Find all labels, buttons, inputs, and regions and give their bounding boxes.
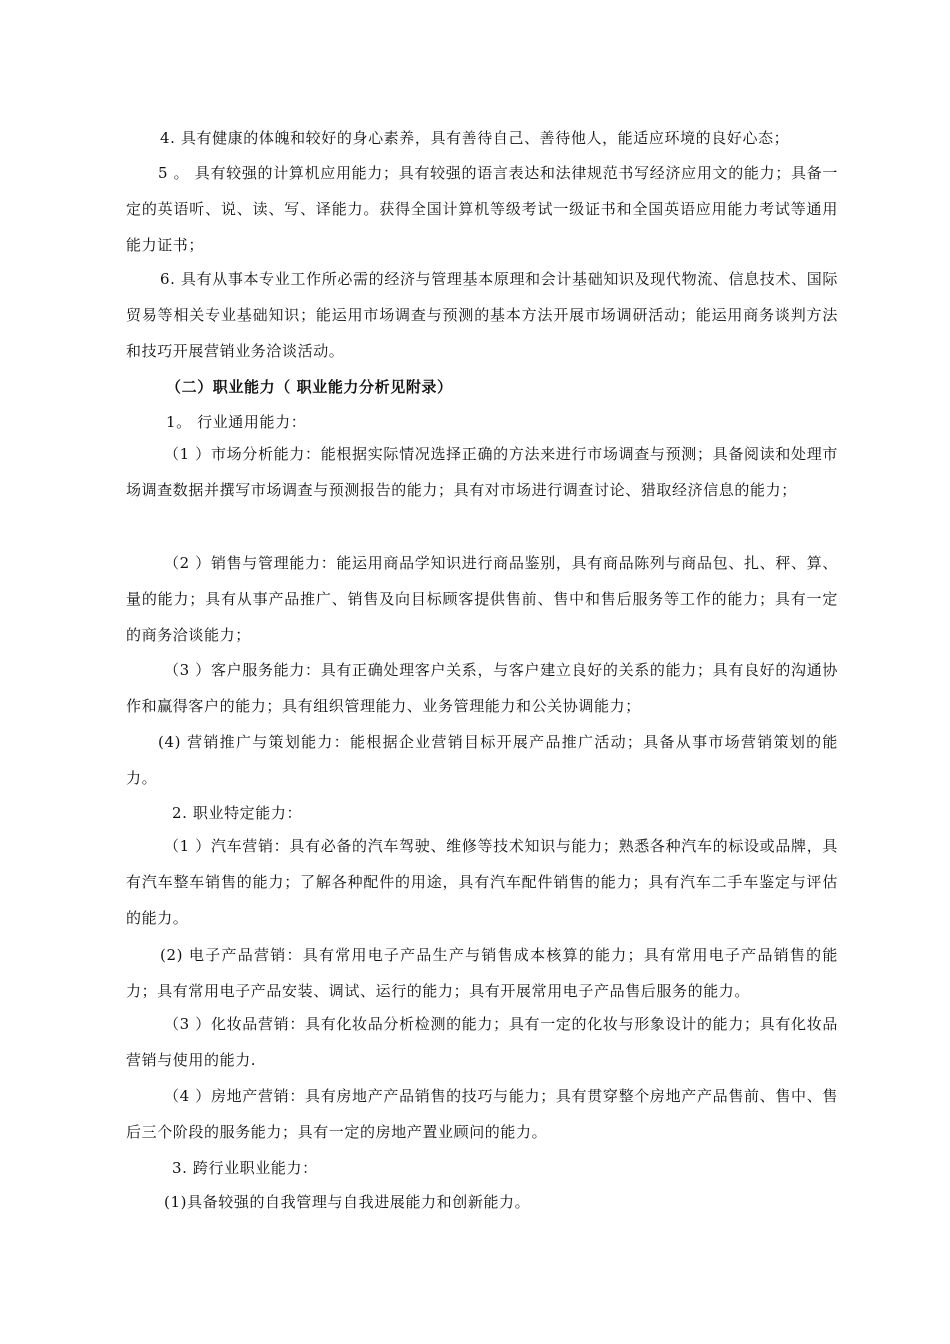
subheading-cross-industry: 3. 跨行业职业能力： — [172, 1159, 318, 1177]
paragraph-customer-service: （3 ）客户服务能力：具有正确处理客户关系，与客户建立良好的关系的能力；具有良好的沟通协作和赢得客户的能力；具有组织管理能力、业务管理能力和公关协调能力； — [126, 661, 838, 715]
section-heading-vocational-ability: （二）职业能力（ 职业能力分析见附录） — [166, 378, 453, 396]
paragraph-cosmetics-marketing: （3 ）化妆品营销：具有化妆品分析检测的能力；具有一定的化妆与形象设计的能力；具有化妆品营销与使用的能力. — [126, 1015, 838, 1069]
paragraph-computer-language: 5 。 具有较强的计算机应用能力；具有较强的语言表达和法律规范书写经济应用文的能力；具备一定的英语听、说、读、写、译能力。获得全国计算机等级考试一级证书和全国英语应用能力考试等通用能力证书； — [126, 164, 838, 254]
paragraph-health: 4. 具有健康的体魄和较好的身心素养，具有善待自己、善待他人，能适应环境的良好心态； — [160, 129, 790, 147]
paragraph-marketing-planning: (4) 营销推广与策划能力：能根据企业营销目标开展产品推广活动；具备从事市场营销策划的能力。 — [126, 733, 838, 787]
paragraph-professional-knowledge: 6. 具有从事本专业工作所必需的经济与管理基本原理和会计基础知识及现代物流、信息技术、国际贸易等相关专业基础知识；能运用市场调查与预测的基本方法开展市场调研活动；能运用商务谈判方法和技巧开展营销业务洽谈活动。 — [126, 270, 838, 360]
paragraph-electronics-marketing: (2) 电子产品营销：具有常用电子产品生产与销售成本核算的能力；具有常用电子产品销售的能力；具有常用电子产品安装、调试、运行的能力；具有开展常用电子产品售后服务的能力。 — [126, 946, 838, 1000]
paragraph-sales-management: （2 ）销售与管理能力：能运用商品学知识进行商品鉴别，具有商品陈列与商品包、扎、秤、算、量的能力；具有从事产品推广、销售及向目标顾客提供售前、售中和售后服务等工作的能力；具有一定的商务洽谈能力； — [126, 554, 838, 644]
paragraph-auto-marketing: （1 ）汽车营销：具有必备的汽车驾驶、维修等技术知识与能力；熟悉各种汽车的标设或品牌，具有汽车整车销售的能力；了解各种配件的用途，具有汽车配件销售的能力；具有汽车二手车鉴定与评估的能力。 — [126, 837, 838, 927]
paragraph-self-management: (1)具备较强的自我管理与自我进展能力和创新能力。 — [164, 1193, 531, 1211]
subheading-industry-common: 1。 行业通用能力： — [166, 413, 307, 431]
paragraph-market-analysis: （1 ）市场分析能力：能根据实际情况选择正确的方法来进行市场调查与预测；具备阅读和处理市场调查数据并撰写市场调查与预测报告的能力；具有对市场进行调查讨论、猎取经济信息的能力； — [126, 445, 838, 499]
subheading-specific-ability: 2. 职业特定能力： — [172, 804, 303, 822]
paragraph-real-estate-marketing: （4 ）房地产营销：具有房地产产品销售的技巧与能力；具有贯穿整个房地产产品售前、售中、售后三个阶段的服务能力；具有一定的房地产置业顾问的能力。 — [126, 1087, 838, 1141]
